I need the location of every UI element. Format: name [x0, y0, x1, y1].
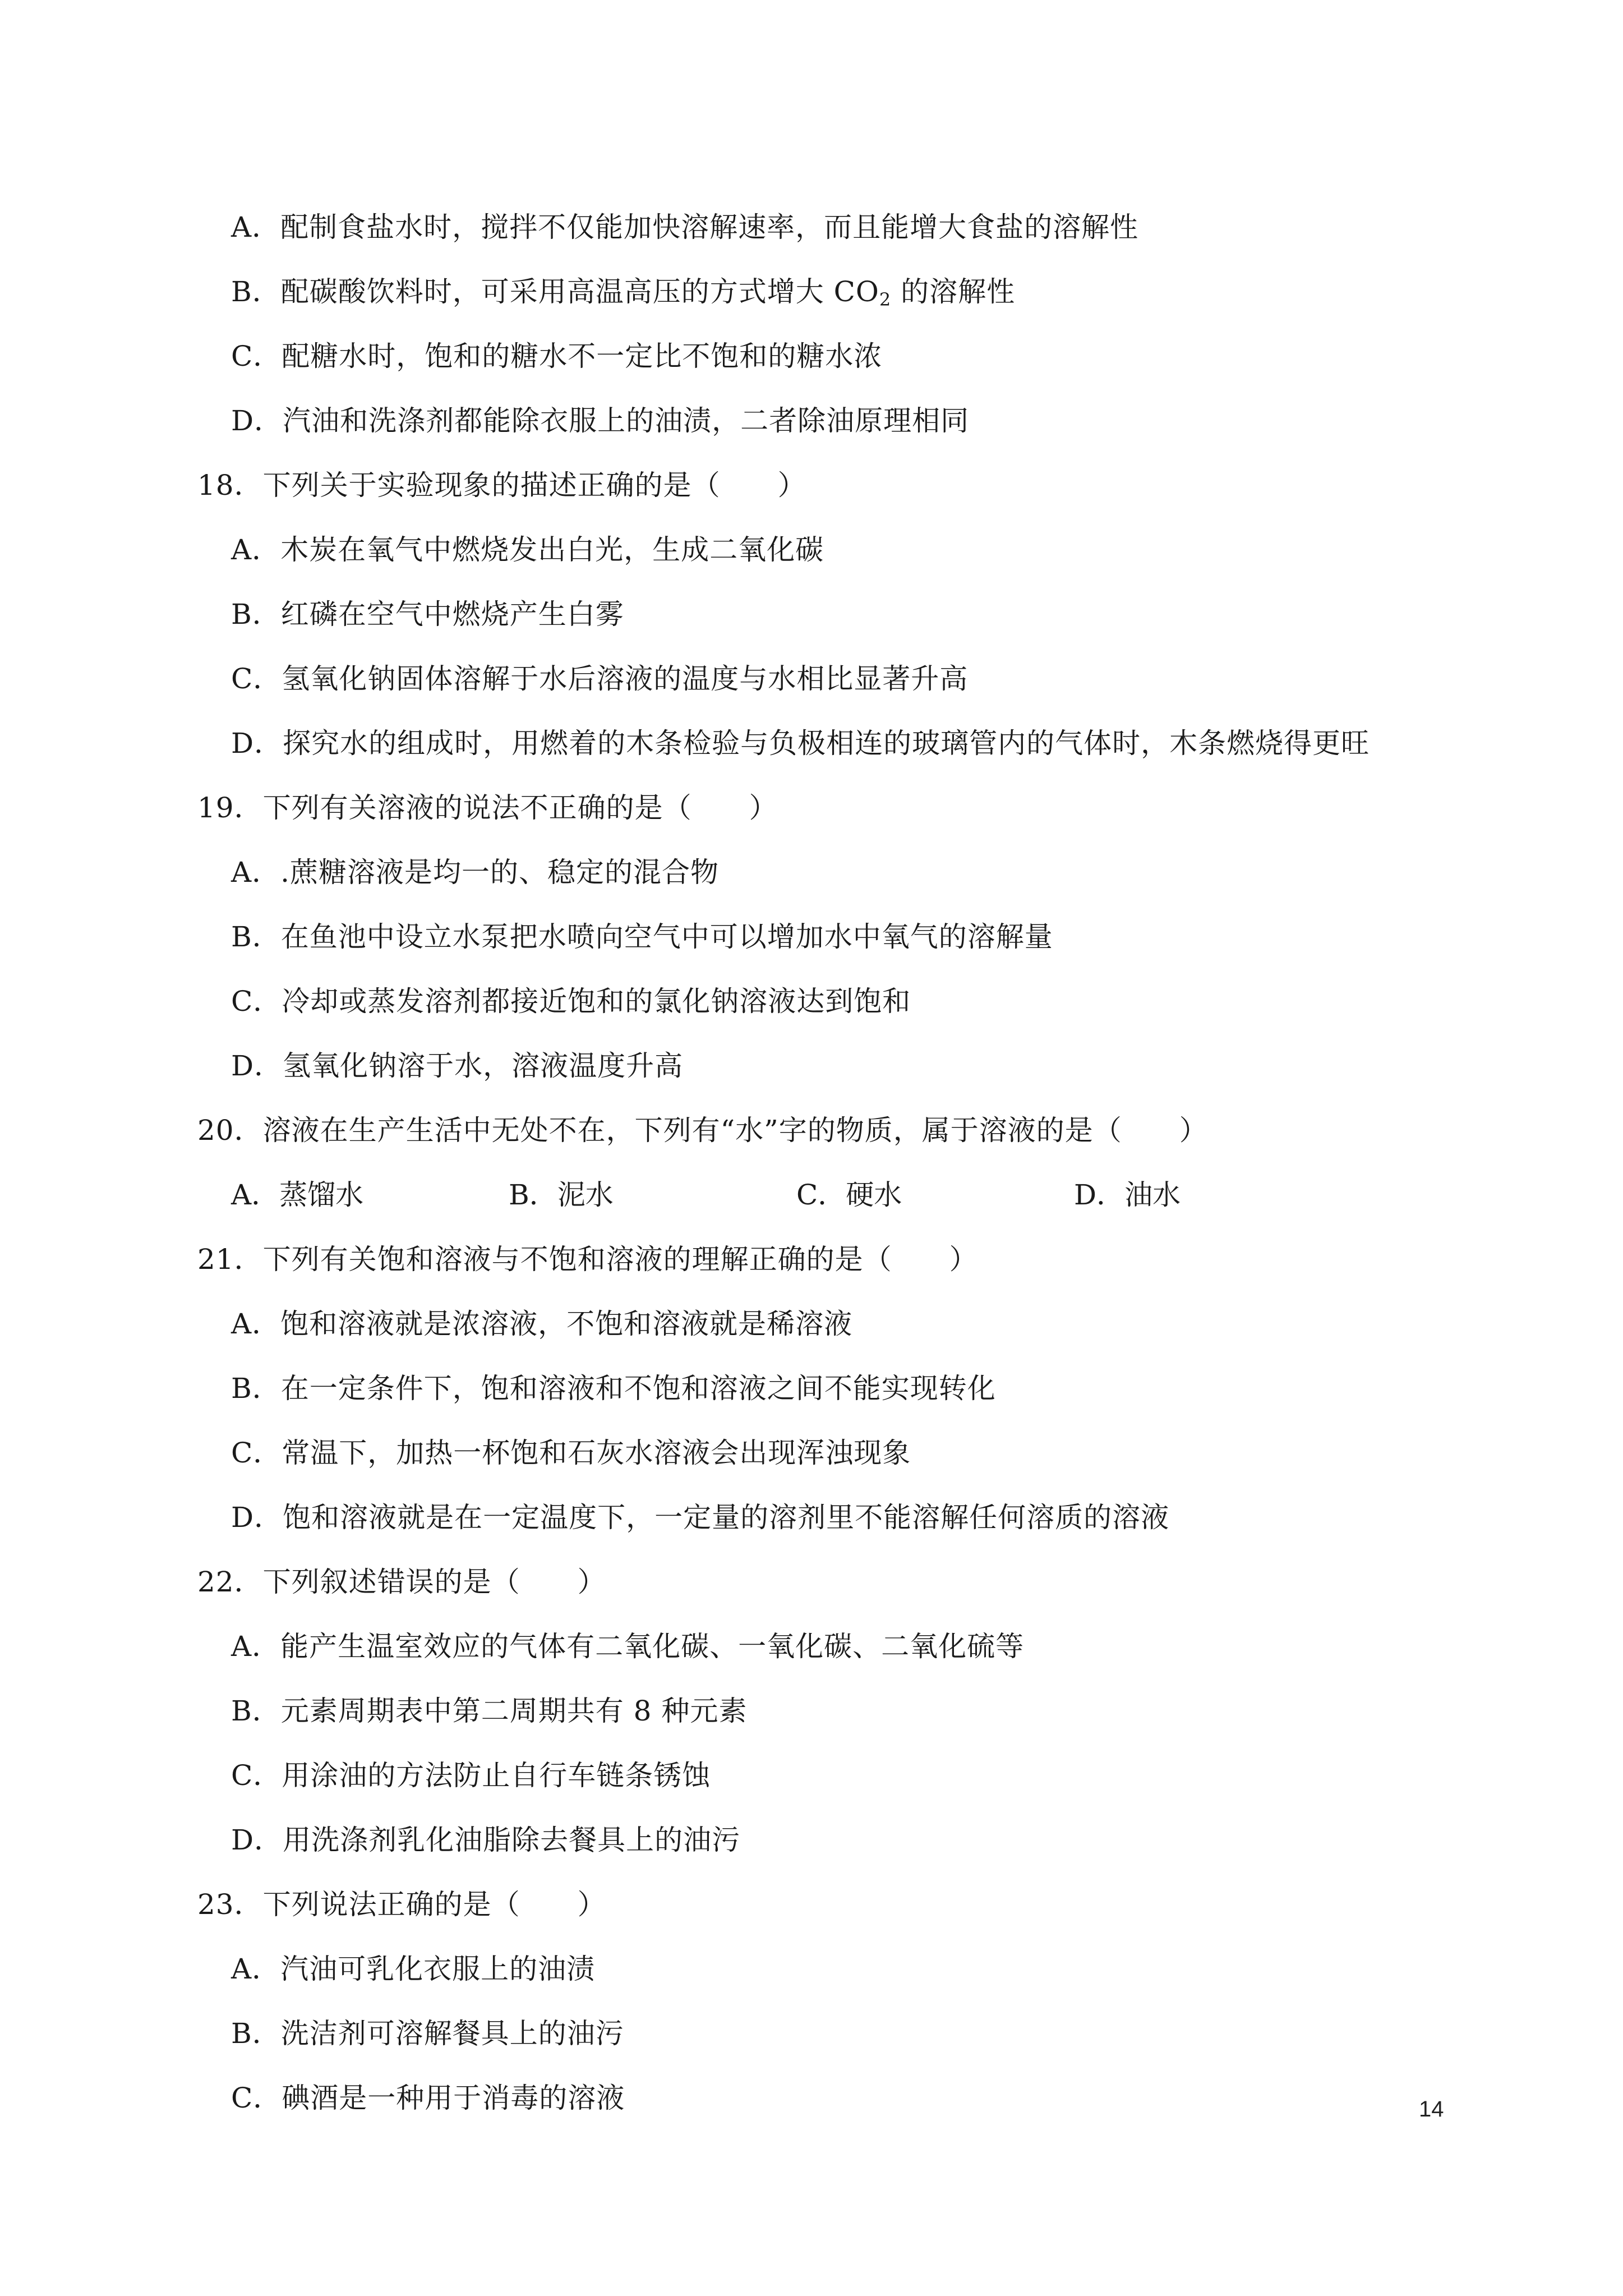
- q19-option-d: D．氢氧化钠溶于水，溶液温度升高: [231, 1050, 684, 1082]
- q17-option-c: C．配糖水时，饱和的糖水不一定比不饱和的糖水浓: [231, 340, 883, 372]
- question-21: 21．下列有关饱和溶液与不饱和溶液的理解正确的是（ ）: [197, 1243, 978, 1276]
- q22-option-c: C．用涂油的方法防止自行车链条锈蚀: [231, 1759, 711, 1792]
- co2-subscript: 2: [879, 289, 892, 310]
- question-20: 20．溶液在生产生活中无处不在，下列有“水”字的物质，属于溶液的是（ ）: [197, 1114, 1208, 1147]
- q17-option-b-text: B．配碳酸饮料时，可采用高温高压的方式增大 CO: [231, 275, 879, 308]
- q21-option-a: A．饱和溶液就是浓溶液，不饱和溶液就是稀溶液: [231, 1308, 853, 1340]
- q17-option-b-tail: 的溶解性: [891, 275, 1016, 308]
- q19-option-b: B．在鱼池中设立水泵把水喷向空气中可以增加水中氧气的溶解量: [231, 921, 1053, 953]
- q17-option-b: [231, 275, 1015, 316]
- q23-option-b: B．洗洁剂可溶解餐具上的油污: [231, 2017, 624, 2050]
- q18-option-d: D．探究水的组成时，用燃着的木条检验与负极相连的玻璃管内的气体时，木条燃烧得更旺: [231, 727, 1370, 760]
- q23-option-c: C．碘酒是一种用于消毒的溶液: [231, 2082, 625, 2114]
- q20-option-a: A．蒸馏水: [231, 1179, 364, 1211]
- question-23: 23．下列说法正确的是（ ）: [197, 1888, 606, 1921]
- page-number: 14: [1419, 2097, 1444, 2122]
- question-22: 22．下列叙述错误的是（ ）: [197, 1566, 606, 1598]
- q20-option-c: C．硬水: [796, 1179, 902, 1211]
- q19-option-c: C．冷却或蒸发溶剂都接近饱和的氯化钠溶液达到饱和: [231, 985, 911, 1018]
- question-19: 19．下列有关溶液的说法不正确的是（ ）: [197, 792, 778, 824]
- q20-option-b: B．泥水: [509, 1179, 614, 1211]
- q22-option-a: A．能产生温室效应的气体有二氧化碳、一氧化碳、二氧化硫等: [231, 1630, 1025, 1663]
- q18-option-c: C．氢氧化钠固体溶解于水后溶液的温度与水相比显著升高: [231, 662, 969, 695]
- q21-option-b: B．在一定条件下，饱和溶液和不饱和溶液之间不能实现转化: [231, 1372, 996, 1405]
- q18-option-b: B．红磷在空气中燃烧产生白雾: [231, 598, 624, 631]
- q23-option-a: A．汽油可乳化衣服上的油渍: [231, 1953, 596, 1985]
- q21-option-d: D．饱和溶液就是在一定温度下，一定量的溶剂里不能溶解任何溶质的溶液: [231, 1501, 1170, 1534]
- q21-option-c: C．常温下，加热一杯饱和石灰水溶液会出现浑浊现象: [231, 1437, 911, 1469]
- q17-option-a: A．配制食盐水时，搅拌不仅能加快溶解速率，而且能增大食盐的溶解性: [231, 211, 1139, 243]
- q18-option-a: A．木炭在氧气中燃烧发出白光，生成二氧化碳: [231, 533, 824, 566]
- q17-option-d: D．汽油和洗涤剂都能除衣服上的油渍，二者除油原理相同: [231, 404, 970, 437]
- q22-option-b: B．元素周期表中第二周期共有 8 种元素: [231, 1695, 748, 1727]
- q20-option-d: D．油水: [1074, 1179, 1181, 1211]
- question-18: 18．下列关于实验现象的描述正确的是（ ）: [197, 469, 806, 501]
- q19-option-a: A．.蔗糖溶液是均一的、稳定的混合物: [231, 856, 720, 889]
- q22-option-d: D．用洗涤剂乳化油脂除去餐具上的油污: [231, 1824, 741, 1856]
